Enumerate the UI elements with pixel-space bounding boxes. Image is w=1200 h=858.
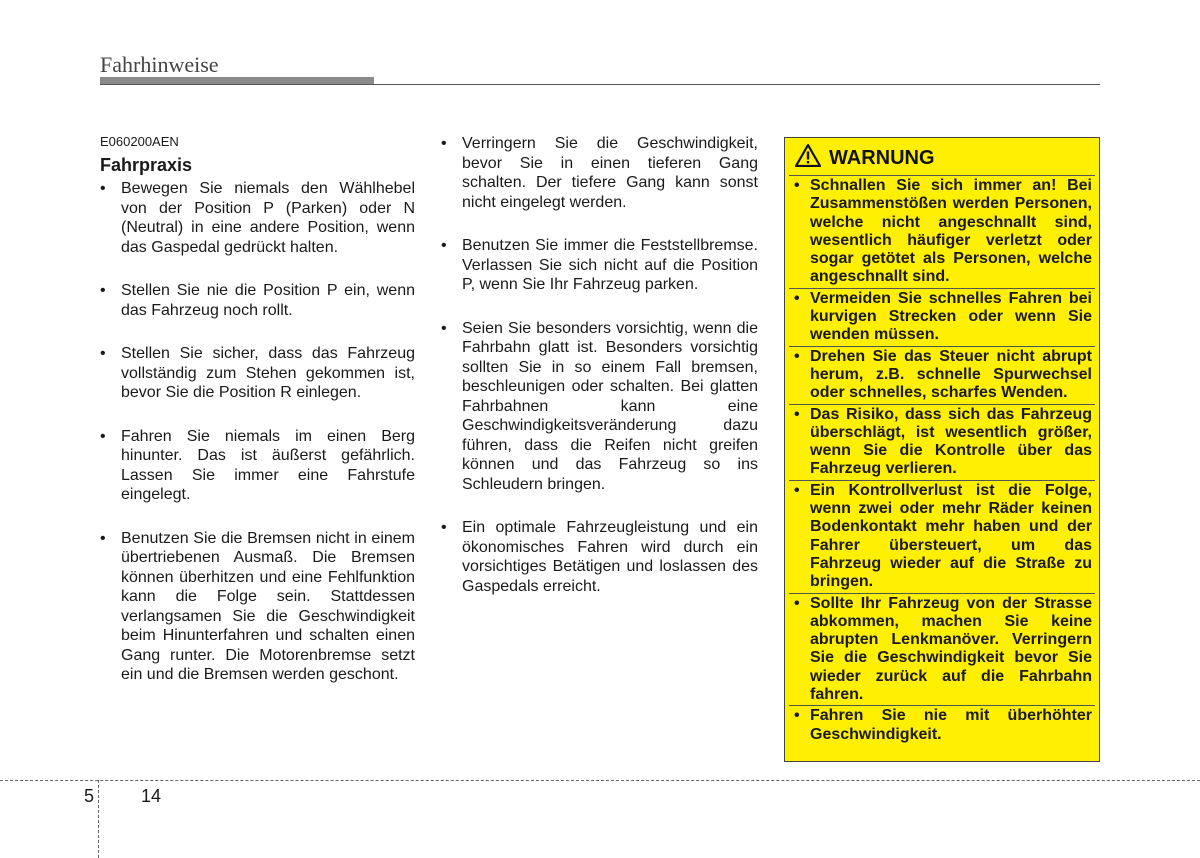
warning-list: [789, 175, 1095, 745]
warning-item: • Das Risiko, dass sich das Fahrzeug überschlägt, ist wesentlich größer, wenn Sie die Kontrolle über das Fahrzeug verlieren.: [789, 404, 1095, 480]
left-column: [100, 134, 415, 709]
list-item: • Verringern Sie die Geschwindigkeit, bevor Sie in einen tieferen Gang schalten. Der tiefere Gang kann sonst nicht eingelegt werden.: [441, 134, 758, 212]
list-item: • Seien Sie besonders vorsichtig, wenn die Fahrbahn glatt ist. Besonders vorsichtig sollten Sie in so einem Fall bremsen, beschleunigen oder schalten. Bei glatten Fahrbahnen kann eine Geschwindigkeitsveränderung dazu führen, dass die Reifen nicht greifen können und das Fahrzeug so ins Schleudern bringen.: [441, 319, 758, 495]
middle-column: [441, 134, 758, 620]
warning-title: WARNUNG: [829, 146, 935, 169]
left-bullet-list: [100, 179, 415, 685]
list-item: • Fahren Sie niemals im einen Berg hinunter. Das ist äußerst gefährlich. Lassen Sie immer eine Fahrstufe eingelegt.: [100, 427, 415, 505]
warning-item: • Schnallen Sie sich immer an! Bei Zusammenstößen werden Personen, welche nicht angeschnallt sind, wesentlich häufiger verletzt oder sogar getötet als Personen, welche angeschnallt sind.: [789, 175, 1095, 288]
chapter-number: 5: [84, 786, 95, 806]
middle-bullet-list: [441, 134, 758, 596]
list-item: • Stellen Sie sicher, dass das Fahrzeug vollständig zum Stehen gekommen ist, bevor Sie die Position R einlegen.: [100, 344, 415, 403]
section-code: E060200AEN: [100, 134, 179, 149]
warning-item: • Sollte Ihr Fahrzeug von der Strasse abkommen, machen Sie keine abrupten Lenkmanöver. Verringern Sie die Geschwindigkeit bevor Sie wieder zurück auf die Fahrbahn fahren.: [789, 593, 1095, 706]
page-header-title: Fahrhinweise: [100, 52, 219, 77]
list-item: • Bewegen Sie niemals den Wählhebel von der Position P (Parken) oder N (Neutral) in eine andere Position, wenn das Gaspedal gedrückt halten.: [100, 179, 415, 257]
list-item: • Benutzen Sie die Bremsen nicht in einem übertriebenen Ausmaß. Die Bremsen können überhitzen und eine Fehlfunktion kann die Folge sein. Stattdessen verlangsamen Sie die Geschwindigkeit beim Hinunterfahren und schalten einen Gang runter. Die Motorenbremse setzt ein und die Bremsen werden geschont.: [100, 529, 415, 685]
warning-box: [784, 137, 1100, 762]
warning-item: • Fahren Sie nie mit überhöhter Geschwindigkeit.: [789, 705, 1095, 745]
list-item: • Stellen Sie nie die Position P ein, wenn das Fahrzeug noch rollt.: [100, 281, 415, 320]
section-heading: Fahrpraxis: [100, 155, 193, 175]
warning-item: • Vermeiden Sie schnelles Fahren bei kurvigen Strecken oder wenn Sie wenden müssen.: [789, 288, 1095, 346]
warning-item: • Drehen Sie das Steuer nicht abrupt herum, z.B. schnelle Spurwechsel oder schnelles, scharfes Wenden.: [789, 346, 1095, 404]
list-item: • Benutzen Sie immer die Feststellbremse. Verlassen Sie sich nicht auf die Position P, wenn Sie Ihr Fahrzeug parken.: [441, 236, 758, 295]
warning-triangle-icon: [795, 144, 829, 173]
header-accent-bar: [100, 77, 374, 84]
page-number: 14: [141, 786, 162, 806]
warning-header: [789, 144, 1095, 172]
footer-rule: [0, 780, 1200, 781]
list-item: • Ein optimale Fahrzeugleistung und ein ökonomisches Fahren wird durch ein vorsichtiges Betätigen und loslassen des Gaspedals erreicht.: [441, 518, 758, 596]
header-rule: [100, 84, 1100, 85]
footer-divider: [98, 780, 99, 858]
warning-item: • Ein Kontrollverlust ist die Folge, wenn zwei oder mehr Räder keinen Bodenkontakt mehr haben und der Fahrer übersteuert, um das Fahrzeug wieder auf die Straße zu bringen.: [789, 480, 1095, 593]
